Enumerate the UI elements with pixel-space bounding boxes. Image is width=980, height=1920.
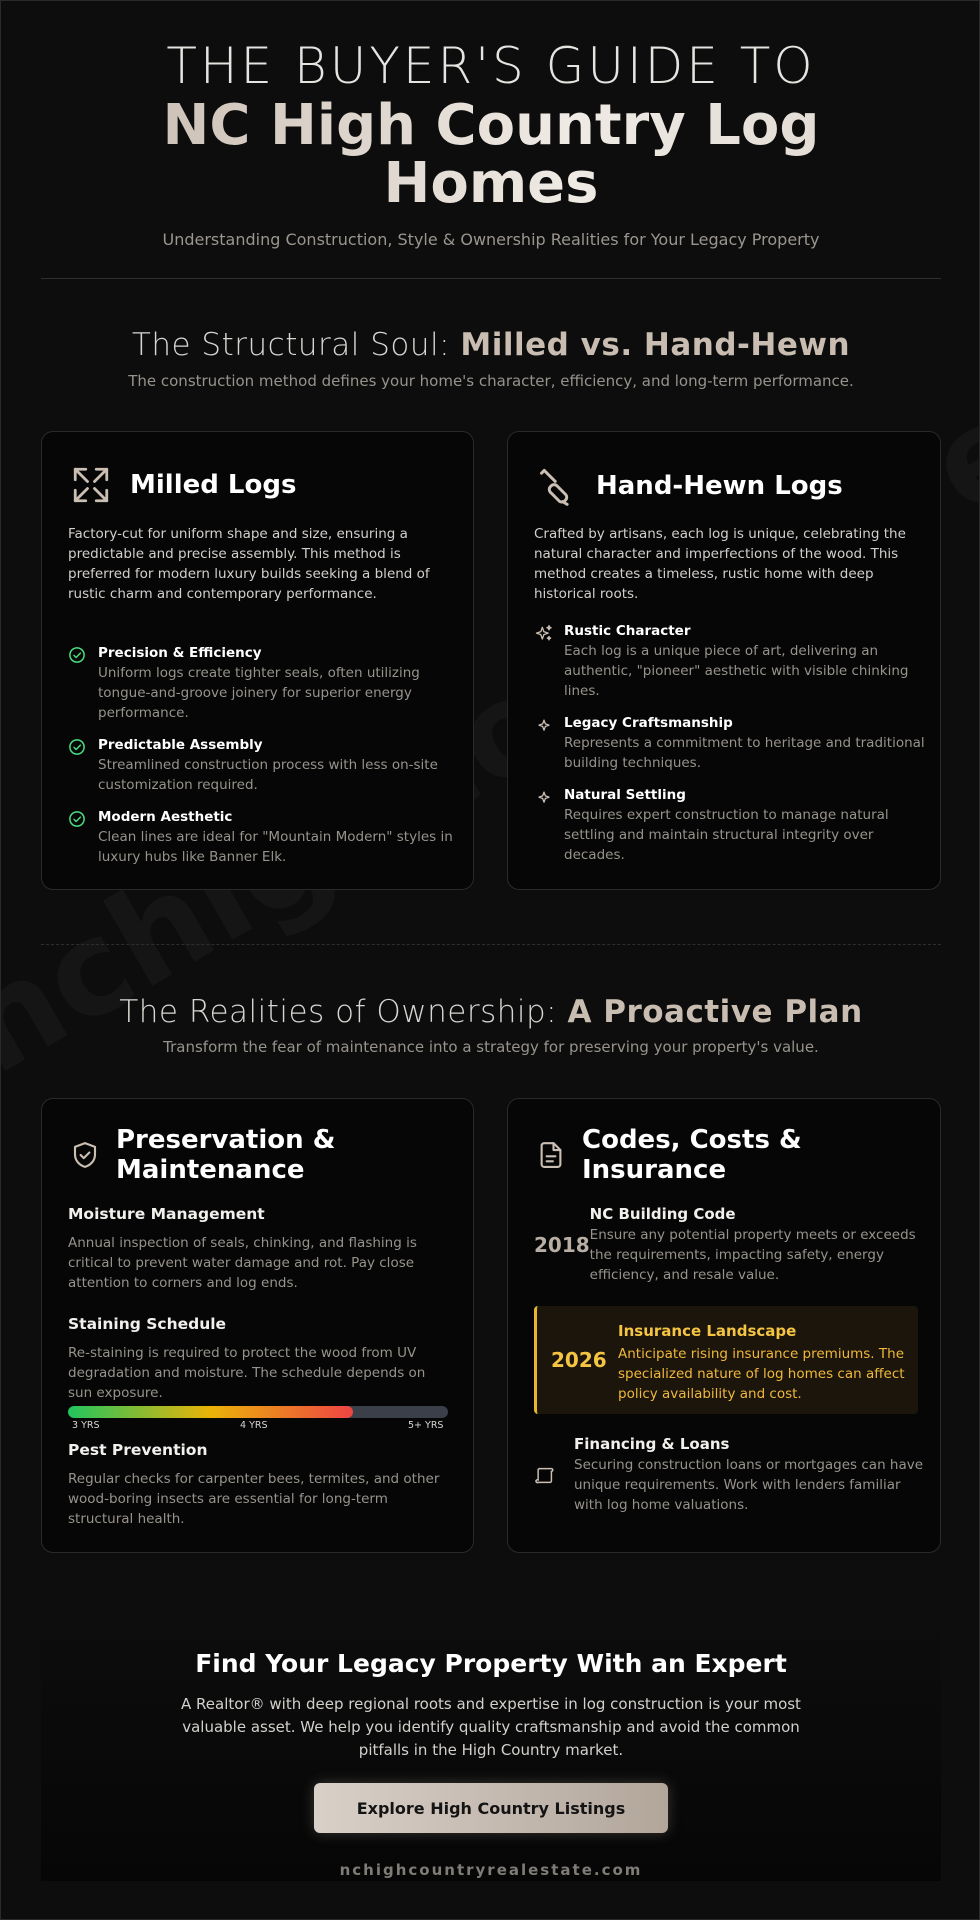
staining-title: Staining Schedule	[68, 1315, 227, 1333]
structural-title-light: The Structural Soul:	[131, 327, 461, 363]
staining-progress-bar	[68, 1406, 448, 1418]
feature-text: Requires expert construction to manage natural settling and maintain structural integrity over decades.	[564, 807, 889, 863]
structural-section-subtitle: The construction method defines your home's character, efficiency, and long-term performance.	[128, 372, 854, 390]
structural-section-title	[1, 327, 980, 363]
divider	[41, 278, 941, 279]
cta-text: A Realtor® with deep regional roots and expertise in log construction is your most valuable asset. We help you identify quality craftsmanship and avoid the common pitfalls in the High Country market.	[181, 1695, 801, 1759]
feature-title: Precision & Efficiency	[98, 645, 262, 661]
year-2026: 2026	[551, 1348, 607, 1372]
check-circle-icon	[68, 738, 88, 795]
page-subtitle: Understanding Construction, Style & Ownership Realities for Your Legacy Property	[162, 230, 820, 249]
staining-progress-fill	[68, 1406, 353, 1418]
scroll-icon	[534, 1464, 574, 1486]
pre-title: THE BUYER'S GUIDE TO	[166, 37, 816, 95]
ownership-section-title	[1, 994, 980, 1030]
milled-card-description: Factory-cut for uniform shape and size, ensuring a predictable and precise assembly. This method is preferred for modern luxury builds seeking a blend of rustic charm and contemporary performance.	[68, 526, 430, 602]
sparkle-icon	[534, 716, 554, 773]
bar-label-3yrs: 3 YRS	[72, 1420, 100, 1431]
hand-hewn-feature-3	[534, 786, 926, 865]
shield-check-icon	[70, 1139, 100, 1171]
code-item-financing	[534, 1435, 926, 1515]
preservation-card-title	[116, 1125, 335, 1185]
check-circle-icon	[68, 646, 88, 723]
hand-hewn-feature-1	[534, 622, 926, 701]
financing-text: Securing construction loans or mortgages can have unique requirements. Work with lenders familiar with log home valuations.	[574, 1457, 924, 1513]
feature-title: Rustic Character	[564, 623, 691, 639]
title-line-1: Codes, Costs &	[582, 1125, 802, 1155]
milled-card-title: Milled Logs	[130, 470, 297, 500]
document-icon	[536, 1138, 566, 1172]
milled-feature-1	[68, 644, 458, 723]
title-line-2: Insurance	[582, 1155, 727, 1185]
pest-title: Pest Prevention	[68, 1441, 208, 1459]
ownership-title-light: The Realities of Ownership:	[119, 994, 568, 1030]
milled-logs-card	[41, 431, 474, 890]
cta-title: Find Your Legacy Property With an Expert	[195, 1649, 787, 1678]
milled-feature-2	[68, 736, 458, 795]
dashed-divider	[41, 944, 941, 945]
explore-listings-button[interactable]: Explore High Country Listings	[314, 1783, 668, 1833]
moisture-text: Annual inspection of seals, chinking, and flashing is critical to prevent water damage and rot. Pay close attention to corners and log ends.	[68, 1235, 417, 1291]
hand-hewn-card-header	[536, 464, 843, 508]
insurance-title: Insurance Landscape	[618, 1322, 797, 1340]
milled-card-header	[70, 464, 296, 506]
staining-text: Re-staining is required to protect the wood from UV degradation and moisture. The schedule depends on sun exposure.	[68, 1345, 426, 1401]
cta-section	[41, 1621, 941, 1881]
feature-title: Natural Settling	[564, 787, 686, 803]
title-line-2: Maintenance	[116, 1155, 305, 1185]
ownership-section-subtitle: Transform the fear of maintenance into a strategy for preserving your property's value.	[163, 1038, 819, 1056]
structural-title-bold: Milled vs. Hand-Hewn	[460, 327, 851, 363]
sparkles-icon	[534, 624, 554, 701]
preservation-card	[41, 1098, 474, 1553]
bar-label-5yrs: 5+ YRS	[408, 1420, 444, 1431]
code-item-title: NC Building Code	[589, 1205, 736, 1223]
milled-feature-3	[68, 808, 458, 867]
chisel-tool-icon	[536, 464, 580, 508]
codes-card-header	[536, 1125, 802, 1185]
hand-hewn-card-title: Hand-Hewn Logs	[596, 471, 843, 501]
title-line-1: Preservation &	[116, 1125, 336, 1155]
page-title: NC High Country Log Homes	[91, 97, 891, 213]
feature-title: Modern Aesthetic	[98, 809, 233, 825]
feature-text: Uniform logs create tighter seals, often utilizing tongue-and-groove joinery for superior energy performance.	[98, 665, 420, 721]
feature-text: Each log is a unique piece of art, delivering an authentic, "pioneer" aesthetic with visible chinking lines.	[564, 643, 909, 699]
hand-hewn-logs-card	[507, 431, 941, 890]
expand-arrows-icon	[70, 464, 112, 506]
pest-text: Regular checks for carpenter bees, termites, and other wood-boring insects are essential for long-term structural health.	[68, 1471, 440, 1527]
financing-title: Financing & Loans	[574, 1435, 730, 1453]
hand-hewn-card-description: Crafted by artisans, each log is unique, celebrating the natural character and imperfections of the wood. This method creates a timeless, rustic home with deep historical roots.	[534, 526, 906, 602]
codes-card-title	[582, 1125, 802, 1185]
code-item-text: Ensure any potential property meets or exceeds the requirements, impacting safety, energy efficiency, and resale value.	[589, 1227, 916, 1283]
codes-costs-card	[507, 1098, 941, 1553]
ownership-title-bold: A Proactive Plan	[567, 994, 863, 1030]
hand-hewn-feature-2	[534, 714, 926, 773]
site-url[interactable]: nchighcountryrealestate.com	[339, 1861, 643, 1879]
insurance-text: Anticipate rising insurance premiums. The specialized nature of log homes can affect policy availability and cost.	[618, 1346, 905, 1402]
insurance-highlight-box	[534, 1306, 918, 1414]
bar-label-4yrs: 4 YRS	[240, 1420, 268, 1431]
moisture-title: Moisture Management	[68, 1205, 265, 1223]
feature-title: Legacy Craftsmanship	[564, 715, 733, 731]
feature-text: Represents a commitment to heritage and traditional building techniques.	[564, 735, 925, 771]
year-2018: 2018	[534, 1233, 590, 1257]
feature-title: Predictable Assembly	[98, 737, 263, 753]
preservation-card-header	[70, 1125, 335, 1185]
feature-text: Clean lines are ideal for "Mountain Modern" styles in luxury hubs like Banner Elk.	[98, 829, 453, 865]
sparkle-icon	[534, 788, 554, 865]
code-item-building	[534, 1205, 924, 1285]
check-circle-icon	[68, 810, 88, 867]
feature-text: Streamlined construction process with less on-site customization required.	[98, 757, 438, 793]
